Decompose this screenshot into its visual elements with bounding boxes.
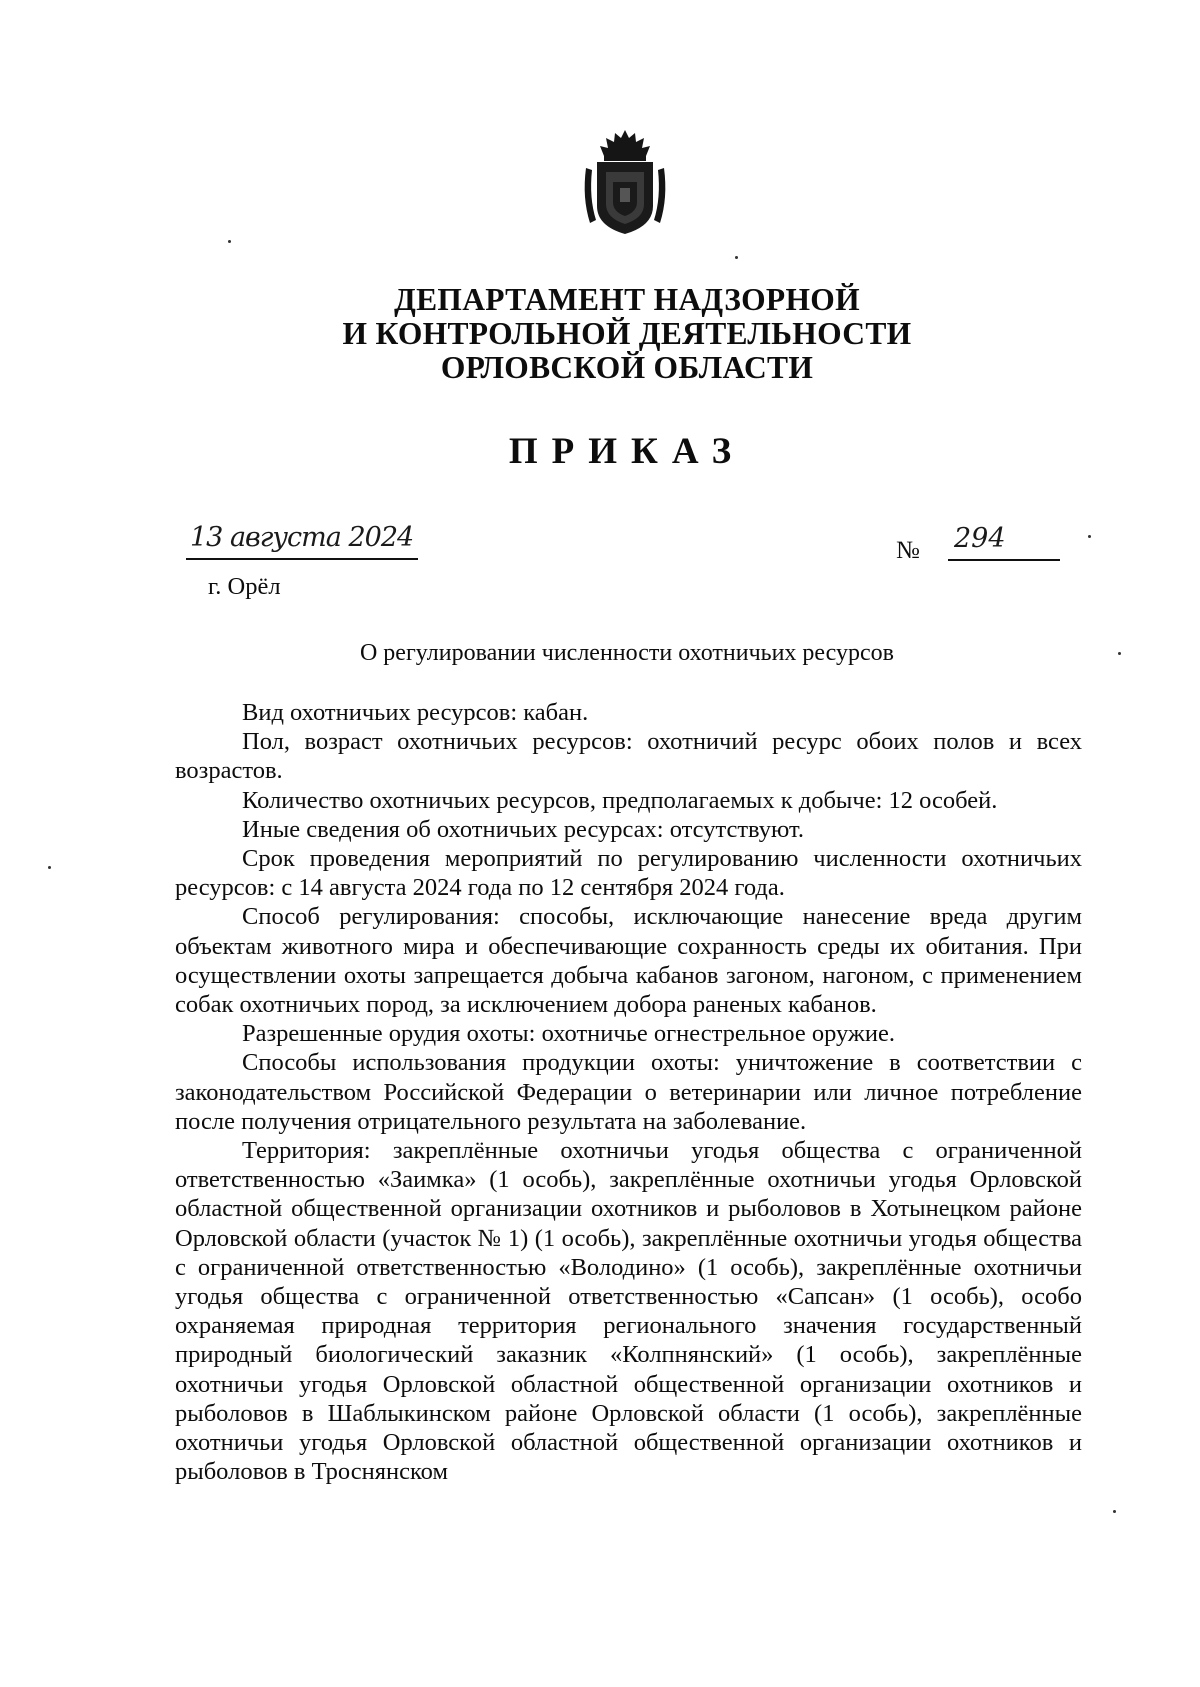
header-line-2: И КОНТРОЛЬНОЙ ДЕЯТЕЛЬНОСТИ xyxy=(342,316,912,351)
paragraph: Вид охотничьих ресурсов: кабан. xyxy=(242,699,589,726)
number-field xyxy=(948,523,1060,561)
paragraph: Способы использования продукции охоты: уничтожение в соответствии с законодательством Российской Федерации о ветеринарии или личное потребление после получения отрицательного результата на заболевание. xyxy=(175,1049,1082,1135)
scan-speck xyxy=(228,240,231,243)
scan-speck xyxy=(1118,652,1121,655)
header-line-3: ОРЛОВСКОЙ ОБЛАСТИ xyxy=(440,350,814,385)
header-line-1: ДЕПАРТАМЕНТ НАДЗОРНОЙ xyxy=(394,282,860,317)
paragraph: Способ регулирования: способы, исключающие нанесение вреда другим объектам животного мира и обеспечивающие сохранность среды их обитания. При осуществлении охоты запрещается добыча кабанов загоном, нагоном, с применением собак охотничьих пород, за исключением добора раненых кабанов. xyxy=(175,903,1082,1019)
paragraph: Пол, возраст охотничьих ресурсов: охотничий ресурс обоих полов и всех возрастов. xyxy=(175,728,1082,785)
scan-speck xyxy=(1088,535,1091,538)
number-label: № xyxy=(896,537,920,564)
paragraph: Территория: закреплённые охотничьи угодья общества с ограниченной ответственностью «Заимка» (1 особь), закреплённые охотничьи угодья Орловской областной общественной организации охотников и рыболовов в Хотынецком районе Орловской области (участок № 1) (1 особь), закреплённые охотничьи угодья общества с ограниченной ответственностью «Володино» (1 особь), закреплённые охотничьи угодья общества с ограниченной ответственностью «Сапсан» (1 особь), особо охраняемая природная территория регионального значения государственный природный биологический заказник «Колпнянский» (1 особь), закреплённые охотничьи угодья Орловской областной общественной организации охотников и рыболовов в Шаблыкинском районе Орловской области (1 особь), закреплённые охотничьи угодья Орловской областной общественной организации охотников и рыболовов в Троснянском xyxy=(175,1137,1082,1486)
handwritten-number: 294 xyxy=(954,523,1006,554)
paragraph: Количество охотничьих ресурсов, предполагаемых к добыче: 12 особей. xyxy=(242,786,998,814)
coat-of-arms-emblem xyxy=(580,128,670,238)
paragraph: Разрешенные орудия охоты: охотничье огнестрельное оружие. xyxy=(242,1020,895,1048)
date-field xyxy=(186,522,418,560)
scan-speck xyxy=(48,866,51,869)
paragraph: Срок проведения мероприятий по регулированию численности охотничьих ресурсов: с 14 августа 2024 года по 12 сентября 2024 года. xyxy=(175,845,1082,902)
paragraph: Иные сведения об охотничьих ресурсах: отсутствуют. xyxy=(242,815,804,843)
handwritten-date: 13 августа 2024 xyxy=(190,522,414,553)
order-subject: О регулировании численности охотничьих ресурсов xyxy=(359,640,895,666)
scan-speck xyxy=(735,256,738,259)
scan-speck xyxy=(1113,1510,1116,1513)
department-header xyxy=(0,283,1200,385)
city-label: г. Орёл xyxy=(208,573,281,600)
order-body xyxy=(175,698,1082,1486)
document-type-title: ПРИКАЗ xyxy=(508,431,746,472)
